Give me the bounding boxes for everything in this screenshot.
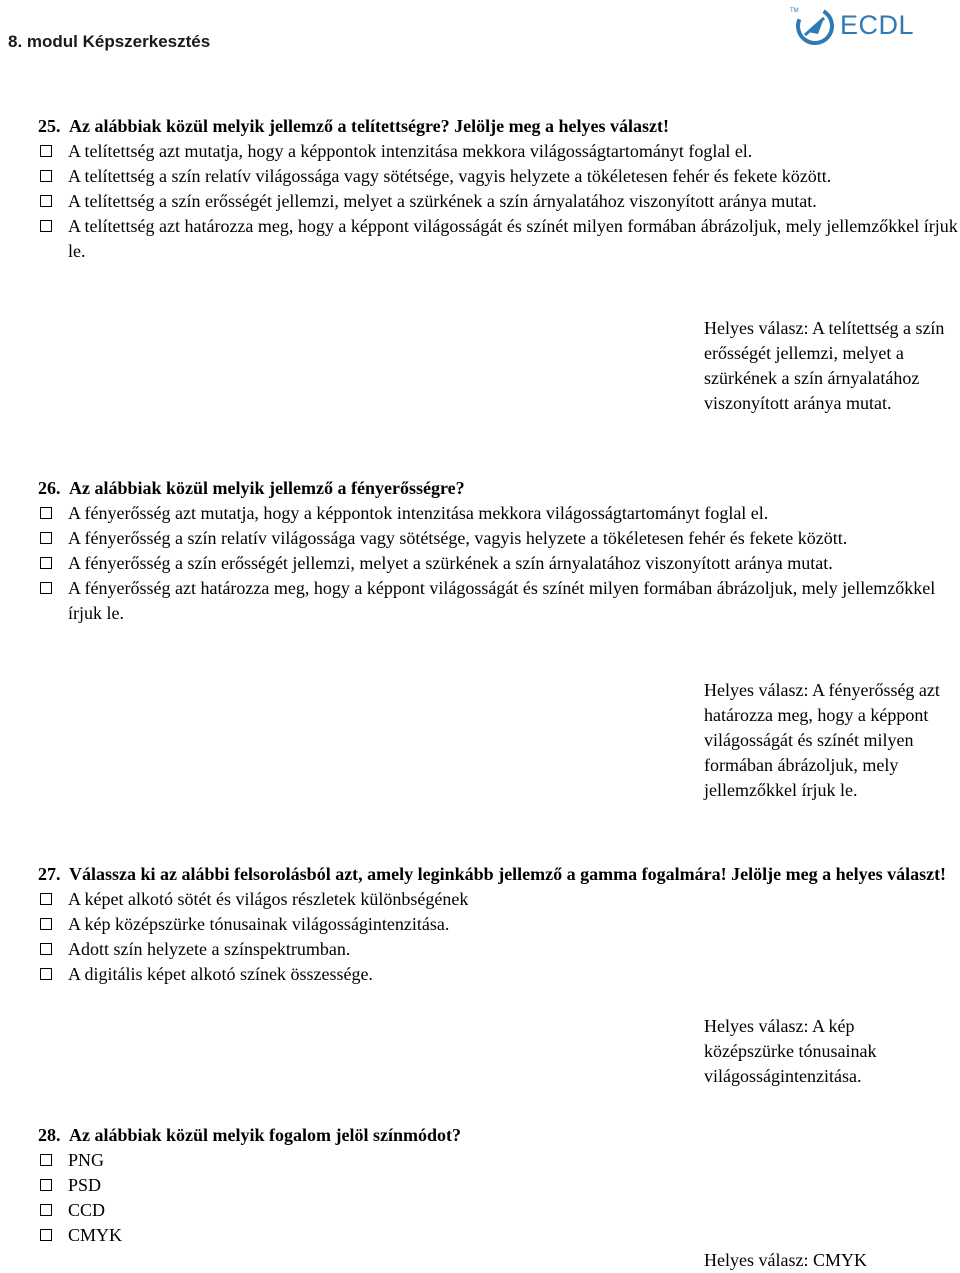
checkbox[interactable]: [40, 582, 52, 594]
checkbox[interactable]: [40, 893, 52, 905]
logo-text: ECDL: [840, 10, 915, 40]
option-text: A fényerősség a szín erősségét jellemzi, melyet a szürkének a szín árnyalatához viszonyított aránya mutat.: [68, 553, 833, 573]
option[interactable]: [38, 912, 958, 937]
option-text: Adott szín helyzete a színspektrumban.: [68, 939, 351, 959]
option[interactable]: [38, 501, 958, 526]
checkbox[interactable]: [40, 195, 52, 207]
question-text: Az alábbiak közül melyik fogalom jelöl színmódot?: [69, 1125, 462, 1145]
answer-27: Helyes válasz: A kép középszürke tónusainak világosságintenzitása.: [704, 1016, 877, 1086]
option-text: A képet alkotó sötét és világos részletek különbségének: [68, 889, 469, 909]
ecdl-logo: [788, 4, 938, 48]
question-text: Válassza ki az alábbi felsorolásból azt, amely leginkább jellemző a gamma fogalmára! Jelölje meg a helyes választ!: [69, 864, 947, 884]
question-number: 25.: [38, 116, 61, 136]
question-number: 28.: [38, 1125, 61, 1145]
module-title: 8. modul Képszerkesztés: [8, 32, 211, 51]
option[interactable]: [38, 189, 958, 214]
option[interactable]: [38, 139, 958, 164]
answer-28: Helyes válasz: CMYK: [704, 1250, 867, 1270]
option-text: CCD: [68, 1200, 106, 1220]
trademark-label: TM: [790, 8, 799, 14]
question-25: [38, 114, 958, 264]
question-number: 26.: [38, 478, 61, 498]
option[interactable]: [38, 576, 958, 626]
checkbox[interactable]: [40, 918, 52, 930]
answer-25: Helyes válasz: A telítettség a szín erősségét jellemzi, melyet a szürkének a szín árnyalatához viszonyított aránya mutat.: [704, 318, 945, 413]
option[interactable]: [38, 526, 958, 551]
option-text: A fényerősség azt határozza meg, hogy a képpont világosságát és színét milyen formában ábrázoljuk, mely jellemzőkkel írjuk le.: [68, 578, 936, 623]
option-text: CMYK: [68, 1225, 123, 1245]
checkbox[interactable]: [40, 220, 52, 232]
option-text: A kép középszürke tónusainak világosságintenzitása.: [68, 914, 450, 934]
option[interactable]: [38, 1148, 958, 1173]
question-text: Az alábbiak közül melyik jellemző a telítettségre? Jelölje meg a helyes választ!: [69, 116, 670, 136]
option-text: A fényerősség a szín relatív világossága vagy sötétsége, vagyis helyzete a tökéletesen fehér és fekete között.: [68, 528, 848, 548]
checkbox[interactable]: [40, 557, 52, 569]
option[interactable]: [38, 1223, 958, 1248]
checkbox[interactable]: [40, 507, 52, 519]
question-number: 27.: [38, 864, 61, 884]
question-26: [38, 476, 958, 626]
option[interactable]: [38, 962, 958, 987]
option[interactable]: [38, 1173, 958, 1198]
option-text: A telítettség azt határozza meg, hogy a képpont világosságát és színét milyen formában ábrázoljuk, mely jellemzőkkel írjuk le.: [68, 216, 958, 261]
question-title: [38, 1123, 958, 1148]
question-title: [38, 476, 958, 501]
option-text: PNG: [68, 1150, 105, 1170]
option[interactable]: [38, 1198, 958, 1223]
question-title: [38, 862, 958, 887]
checkbox[interactable]: [40, 145, 52, 157]
option[interactable]: [38, 937, 958, 962]
option-text: A digitális képet alkotó színek összessége.: [68, 964, 373, 984]
checkbox[interactable]: [40, 532, 52, 544]
option[interactable]: [38, 164, 958, 189]
checkbox[interactable]: [40, 943, 52, 955]
option-text: A telítettség a szín erősségét jellemzi, melyet a szürkének a szín árnyalatához viszonyított aránya mutat.: [68, 191, 817, 211]
option[interactable]: [38, 551, 958, 576]
page-header: [0, 0, 960, 70]
option-text: A fényerősség azt mutatja, hogy a képpontok intenzitása mekkora világosságtartományt foglal el.: [68, 503, 769, 523]
question-title: [38, 114, 958, 139]
answer-26: Helyes válasz: A fényerősség azt határozza meg, hogy a képpont világosságát és színét milyen formában ábrázoljuk, mely jellemzőkkel írjuk le.: [704, 680, 940, 800]
option-text: A telítettség azt mutatja, hogy a képpontok intenzitása mekkora világosságtartományt foglal el.: [68, 141, 753, 161]
option-text: A telítettség a szín relatív világossága vagy sötétsége, vagyis helyzete a tökéletesen fehér és fekete között.: [68, 166, 832, 186]
checkbox[interactable]: [40, 170, 52, 182]
option-text: PSD: [68, 1175, 102, 1195]
question-28: [38, 1123, 958, 1248]
checkbox[interactable]: [40, 1204, 52, 1216]
option[interactable]: [38, 214, 958, 264]
question-27: [38, 862, 958, 987]
option[interactable]: [38, 887, 958, 912]
question-text: Az alábbiak közül melyik jellemző a fényerősségre?: [69, 478, 465, 498]
checkbox[interactable]: [40, 968, 52, 980]
checkbox[interactable]: [40, 1229, 52, 1241]
checkbox[interactable]: [40, 1179, 52, 1191]
checkbox[interactable]: [40, 1154, 52, 1166]
